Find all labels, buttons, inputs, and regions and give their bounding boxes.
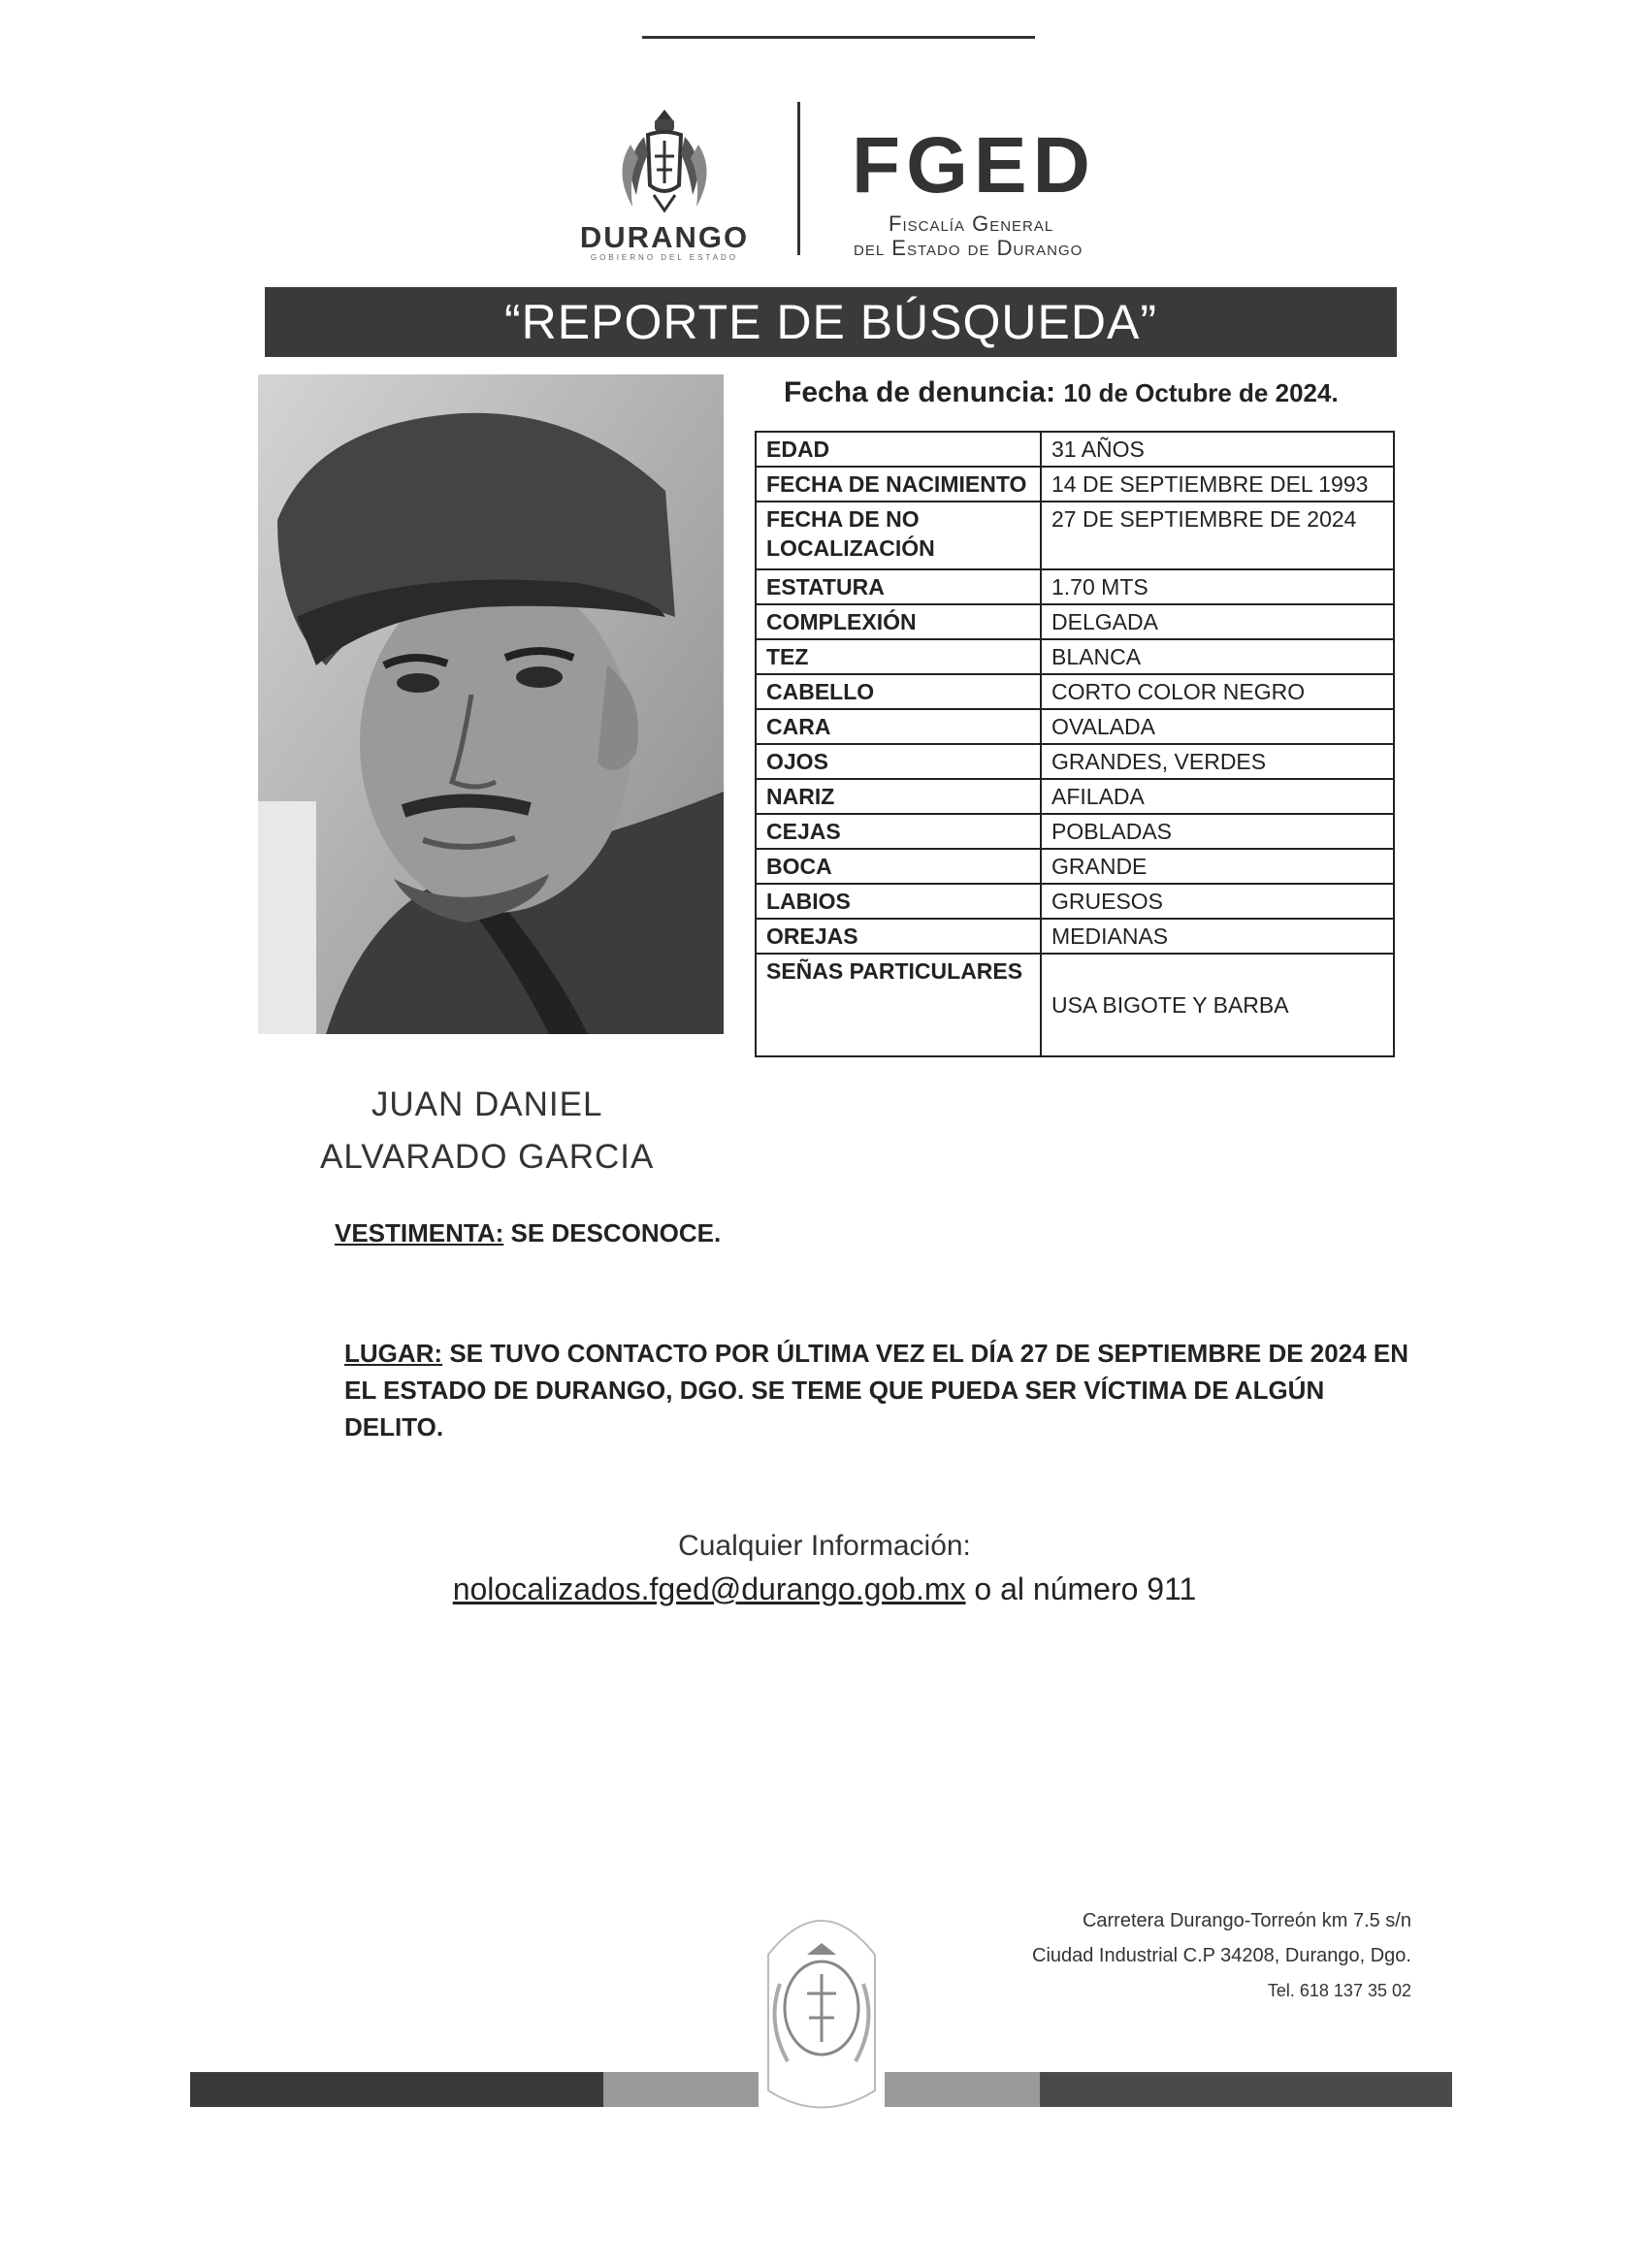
place-section: [344, 1335, 1411, 1445]
row-label: CEJAS: [756, 814, 1041, 849]
address-phone: Tel. 618 137 35 02: [1267, 1981, 1411, 2000]
place-value: SE TUVO CONTACTO POR ÚLTIMA VEZ EL DÍA 27 DE SEPTIEMBRE DE 2024 EN EL ESTADO DE DURANGO, DGO. SE TEME QUE PUEDA SER VÍCTIMA DE ALGÚN DELITO.: [344, 1339, 1408, 1442]
durango-subtitle: GOBIERNO DEL ESTADO: [590, 253, 739, 262]
row-label: NARIZ: [756, 779, 1041, 814]
row-value: GRANDES, VERDES: [1041, 744, 1394, 779]
table-row: [756, 604, 1394, 639]
footer-bar-right-light: [885, 2072, 1040, 2107]
physical-description-table: [755, 431, 1395, 1057]
contact-email-link[interactable]: nolocalizados.fged@durango.gob.mx: [452, 1571, 966, 1606]
clothing-label: VESTIMENTA:: [335, 1218, 504, 1247]
row-value: 1.70 MTS: [1041, 569, 1394, 604]
report-title-bar: “REPORTE DE BÚSQUEDA”: [265, 287, 1397, 357]
contact-phone-text: o al número 911: [974, 1571, 1197, 1606]
table-row: [756, 849, 1394, 884]
table-row: [756, 502, 1394, 569]
complaint-date: [784, 376, 1339, 409]
durango-wordmark: DURANGO: [579, 220, 750, 254]
address-line1: Carretera Durango-Torreón km 7.5 s/n: [1082, 1910, 1411, 1931]
row-value: GRUESOS: [1041, 884, 1394, 919]
header-divider: [797, 102, 800, 255]
row-label: ESTATURA: [756, 569, 1041, 604]
agency-name-line1: Fiscalía General: [889, 211, 1054, 236]
row-label: FECHA DE NO LOCALIZACIÓN: [756, 502, 1041, 569]
table-row: [756, 569, 1394, 604]
row-value: CORTO COLOR NEGRO: [1041, 674, 1394, 709]
table-row: [756, 639, 1394, 674]
table-row: [756, 674, 1394, 709]
table-row: [756, 779, 1394, 814]
row-value: MEDIANAS: [1041, 919, 1394, 954]
footer-bar-right: [1040, 2072, 1452, 2107]
row-value: GRANDE: [1041, 849, 1394, 884]
durango-crest-icon: [611, 102, 718, 216]
table-row: [756, 814, 1394, 849]
row-label: CABELLO: [756, 674, 1041, 709]
table-row: [756, 744, 1394, 779]
complaint-date-label: Fecha de denuncia:: [784, 376, 1056, 408]
row-value: OVALADA: [1041, 709, 1394, 744]
row-value: BLANCA: [1041, 639, 1394, 674]
top-rule: [642, 36, 1035, 39]
agency-name-line2: del Estado de Durango: [854, 236, 1083, 260]
durango-logo: [543, 102, 786, 267]
row-label: BOCA: [756, 849, 1041, 884]
complaint-date-value: 10 de Octubre de 2024.: [1063, 378, 1339, 407]
row-label: SEÑAS PARTICULARES: [756, 954, 1041, 1056]
row-label: EDAD: [756, 432, 1041, 467]
fged-acronym: FGED: [852, 121, 1096, 210]
person-first-name: JUAN DANIEL: [371, 1085, 603, 1123]
table-row: [756, 884, 1394, 919]
contact-title: Cualquier Información:: [678, 1530, 971, 1562]
row-value: DELGADA: [1041, 604, 1394, 639]
clothing-value: SE DESCONOCE.: [510, 1218, 722, 1247]
row-label: LABIOS: [756, 884, 1041, 919]
row-label: TEZ: [756, 639, 1041, 674]
place-label: LUGAR:: [344, 1339, 443, 1368]
address-line2: Ciudad Industrial C.P 34208, Durango, Dgo.: [1032, 1945, 1411, 1966]
office-address: [1032, 1903, 1411, 2008]
row-value: 31 AÑOS: [1041, 432, 1394, 467]
row-label: OJOS: [756, 744, 1041, 779]
row-label: CARA: [756, 709, 1041, 744]
missing-person-name: [320, 1079, 654, 1183]
row-value: POBLADAS: [1041, 814, 1394, 849]
table-row: [756, 709, 1394, 744]
footer-bar-mid: [603, 2072, 759, 2107]
row-value: USA BIGOTE Y BARBA: [1041, 954, 1394, 1056]
table-row: [756, 919, 1394, 954]
contact-line: [0, 1571, 1649, 1607]
row-value: 14 DE SEPTIEMBRE DEL 1993: [1041, 467, 1394, 502]
table-row: [756, 467, 1394, 502]
table-row: [756, 432, 1394, 467]
table-row: [756, 954, 1394, 1056]
row-label: COMPLEXIÓN: [756, 604, 1041, 639]
person-last-name: ALVARADO GARCIA: [320, 1138, 655, 1176]
person-photo-illustration: [258, 374, 724, 1034]
missing-person-photo: [258, 374, 724, 1034]
row-label: OREJAS: [756, 919, 1041, 954]
state-seal-icon: [759, 1896, 885, 2110]
row-label: FECHA DE NACIMIENTO: [756, 467, 1041, 502]
footer-bar-left: [190, 2072, 603, 2107]
row-value: 27 DE SEPTIEMBRE DE 2024: [1041, 502, 1394, 569]
row-value: AFILADA: [1041, 779, 1394, 814]
clothing-section: [335, 1218, 721, 1248]
